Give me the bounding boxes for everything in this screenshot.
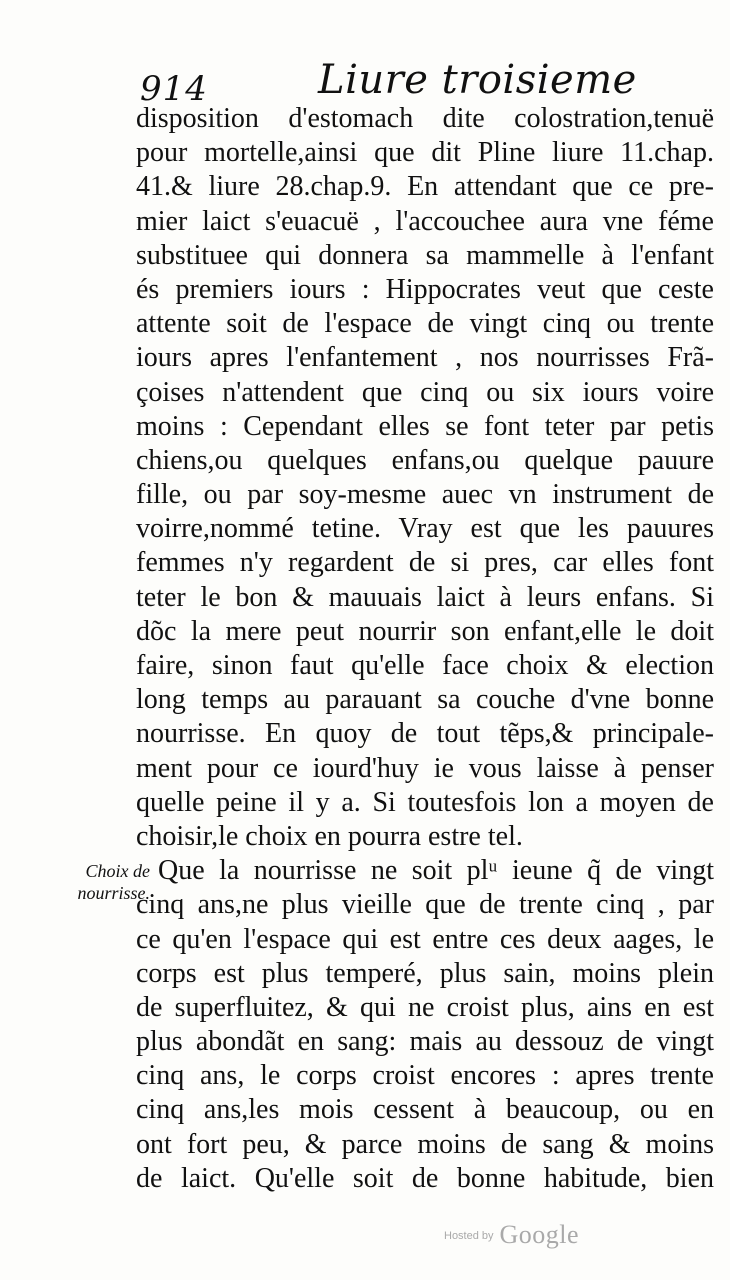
page-number: 914 <box>140 69 208 109</box>
text-line: de laict. Qu'elle soit de bonne habitude, bien <box>136 1162 714 1194</box>
text-line: ce qu'en l'espace qui est entre ces deux aages, le <box>136 923 714 955</box>
text-line: mier laict s'euacuë , l'accouchee aura vne féme <box>136 205 714 237</box>
text-line: moins : Cependant elles se font teter par petis <box>136 410 714 442</box>
text-line: ment pour ce iourd'huy ie vous laisse à penser <box>136 752 714 784</box>
text-line: long temps au parauant sa couche d'vne bonne <box>136 684 714 716</box>
text-line: dõc la mere peut nourrir son enfant,elle le doit <box>136 615 714 647</box>
text-line: ont fort peu, & parce moins de sang & moins <box>136 1128 714 1160</box>
text-line: faire, sinon faut qu'elle face choix & election <box>136 650 714 681</box>
margin-note-line: nourrisse. <box>77 883 150 903</box>
text-line: substituee qui donnera sa mammelle à l'enfant <box>136 239 714 271</box>
text-line: és premiers iours : Hippocrates veut que ceste <box>136 273 714 305</box>
text-line: pour mortelle,ainsi que dit Pline liure 11.chap. <box>136 137 714 169</box>
text-line: çoises n'attendent que cinq ou six iours voire <box>136 376 714 408</box>
text-line: de superfluitez, & qui ne croist plus, ains en est <box>136 991 714 1023</box>
text-line: choisir,le choix en pourra estre tel. <box>136 820 523 852</box>
text-line: 41.& liure 28.chap.9. En attendant que ce pre- <box>136 171 714 203</box>
hosted-by-label: Hosted by <box>444 1230 494 1242</box>
text-line: cinq ans,ne plus vieille que de trente cinq , par <box>136 889 714 921</box>
hosted-by-watermark <box>444 1222 579 1248</box>
text-line: Que la nourrisse ne soit plᵘ ieune q̃ de vingt <box>158 855 714 887</box>
running-title: Liure troisieme <box>318 57 637 103</box>
text-line: iours apres l'enfantement , nos nourrisses Frã- <box>136 342 714 374</box>
text-line: teter le bon & mauuais laict à leurs enfans. Si <box>136 581 714 613</box>
text-line: corps est plus temperé, plus sain, moins plein <box>136 957 714 989</box>
text-line: chiens,ou quelques enfans,ou quelque pauure <box>136 444 714 476</box>
text-line: femmes n'y regardent de si pres, car elles font <box>136 547 714 579</box>
text-line: nourrisse. En quoy de tout tẽps,& principale- <box>136 718 714 750</box>
text-line: cinq ans, le corps croist encores : apres trente <box>136 1060 714 1092</box>
text-line: plus abondãt en sang: mais au dessouz de vingt <box>136 1026 714 1058</box>
body-text <box>136 102 714 1196</box>
text-line: voirre,nommé tetine. Vray est que les pauures <box>136 513 714 545</box>
text-line: attente soit de l'espace de vingt cinq ou trente <box>136 308 714 340</box>
google-logo: Google <box>499 1220 580 1249</box>
text-line: quelle peine il y a. Si toutesfois lon a moyen de <box>136 786 714 818</box>
text-line: fille, ou par soy-mesme auec vn instrument de <box>136 479 714 511</box>
margin-note-line: Choix de <box>85 861 150 881</box>
text-line: disposition d'estomach dite colostration,tenuë <box>136 103 714 134</box>
text-line: cinq ans,les mois cessent à beaucoup, ou en <box>136 1094 714 1126</box>
margin-note <box>30 860 150 904</box>
